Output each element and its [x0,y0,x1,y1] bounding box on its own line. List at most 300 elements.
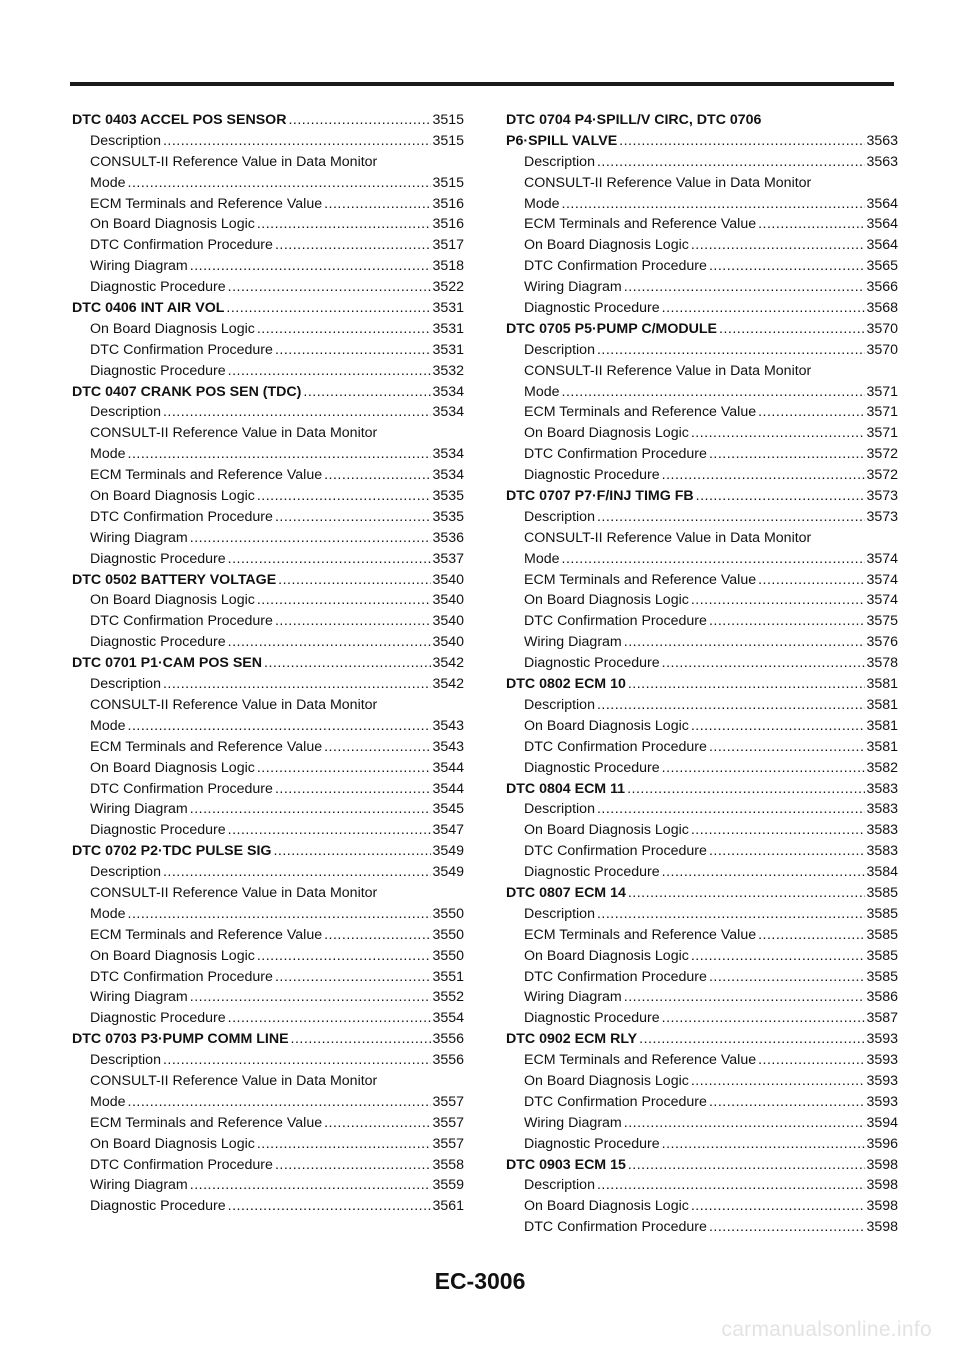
toc-subentry[interactable] [72,361,464,382]
toc-subentry[interactable] [506,298,898,319]
toc-subentry[interactable] [72,674,464,695]
dot-leader [257,590,432,611]
toc-entry-title: DTC Confirmation Procedure [524,1219,707,1236]
toc-subentry[interactable] [72,1050,464,1071]
toc-page-number: 3534 [432,404,464,421]
toc-continued-line: CONSULT-II Reference Value in Data Monitor [524,174,812,191]
dot-leader [662,653,866,674]
toc-subentry[interactable] [72,1008,464,1029]
toc-page-number: 3535 [432,488,464,505]
toc-entry-title: ECM Terminals and Reference Value [90,467,323,484]
toc-page-number: 3550 [432,926,464,943]
toc-entry-title: DTC 0902 ECM RLY [506,1031,638,1048]
toc-page-number: 3582 [866,759,898,776]
toc-subentry[interactable] [506,235,898,256]
dot-leader [190,987,432,1008]
toc-section-entry[interactable] [506,674,898,695]
toc-entry-title: DTC Confirmation Procedure [524,738,707,755]
toc-subentry[interactable] [72,340,464,361]
dot-leader [128,173,432,194]
toc-subentry[interactable] [72,402,464,423]
dot-leader [619,131,865,152]
dot-leader [758,925,865,946]
dot-leader [190,256,432,277]
toc-entry-title: DTC 0705 P5·PUMP C/MODULE [506,320,718,337]
toc-subentry[interactable] [72,256,464,277]
dot-leader [597,340,865,361]
toc-subentry[interactable] [72,319,464,340]
toc-subentry[interactable] [72,632,464,653]
toc-entry-title: Diagnostic Procedure [90,550,226,567]
toc-subentry[interactable] [506,1217,898,1238]
dot-leader [758,1050,865,1071]
toc-page-number: 3583 [866,801,898,818]
toc-entry-title: Mode [90,174,126,191]
toc-subentry[interactable] [506,152,898,173]
toc-entry-title: DTC Confirmation Procedure [524,968,707,985]
toc-subentry[interactable] [506,967,898,988]
toc-subentry[interactable] [506,695,898,716]
toc-entry-title: Wiring Diagram [524,1114,622,1131]
toc-subentry[interactable] [72,820,464,841]
dot-leader [709,967,866,988]
toc-subentry[interactable] [72,1196,464,1217]
toc-page-number: 3515 [432,112,464,128]
dot-leader [228,1196,432,1217]
toc-subentry[interactable] [506,1050,898,1071]
toc-page-number: 3531 [432,341,464,358]
toc-section-entry[interactable] [72,570,464,591]
toc-subentry[interactable] [72,779,464,800]
toc-page-number: 3550 [432,947,464,964]
toc-subentry[interactable] [72,549,464,570]
toc-page-number: 3540 [432,613,464,630]
toc-entry-title: On Board Diagnosis Logic [90,320,255,337]
toc-subentry[interactable] [506,256,898,277]
dot-leader [257,486,432,507]
toc-section-entry[interactable] [72,653,464,674]
toc-section-entry[interactable] [506,1029,898,1050]
toc-subentry[interactable] [506,904,898,925]
toc-entry-title: On Board Diagnosis Logic [90,759,255,776]
toc-subentry[interactable] [506,570,898,591]
toc-subentry[interactable] [506,1092,898,1113]
toc-page-number: 3598 [866,1156,898,1173]
toc-subentry[interactable] [506,194,898,215]
toc-entry-title: DTC 0502 BATTERY VOLTAGE [72,571,277,588]
dot-leader [691,423,866,444]
toc-entry-title: DTC Confirmation Procedure [90,508,273,525]
toc-continued-line: CONSULT-II Reference Value in Data Monitor [90,1072,378,1089]
toc-subentry[interactable] [72,214,464,235]
dot-leader [278,570,431,591]
toc-section-entry[interactable] [506,131,898,152]
toc-entry-title: DTC Confirmation Procedure [90,1156,273,1173]
dot-leader [228,277,432,298]
toc-page-number: 3540 [432,592,464,609]
toc-page-number: 3558 [432,1156,464,1173]
toc-page-number: 3563 [866,132,898,149]
watermark: carmanualsonline.info [721,1318,932,1341]
toc-subentry[interactable] [506,946,898,967]
toc-section-entry[interactable] [506,779,898,800]
toc-page-number: 3515 [432,132,464,149]
toc-entry-title: ECM Terminals and Reference Value [90,1114,323,1131]
toc-subentry[interactable] [506,423,898,444]
toc-page-number: 3573 [866,488,898,505]
toc-subentry[interactable] [506,820,898,841]
toc-subentry[interactable] [506,1134,898,1155]
toc-page-number: 3544 [432,780,464,797]
dot-leader [624,987,866,1008]
toc-subentry[interactable] [506,987,898,1008]
toc-entry-title: On Board Diagnosis Logic [90,488,255,505]
toc-subentry[interactable] [506,862,898,883]
toc-page-number: 3598 [866,1177,898,1194]
toc-entry-title: DTC 0702 P2·TDC PULSE SIG [72,843,272,860]
toc-entry-title: ECM Terminals and Reference Value [90,195,323,212]
dot-leader [190,528,432,549]
toc-entry-title: Description [90,676,161,693]
toc-continued-line: CONSULT-II Reference Value in Data Monitor [524,529,812,546]
toc-subentry[interactable] [72,967,464,988]
toc-subentry[interactable] [506,277,898,298]
toc-page-number: 3543 [432,717,464,734]
dot-leader [562,549,866,570]
toc-entry-title: Description [524,905,595,922]
dot-leader [275,1155,432,1176]
toc-page-number: 3557 [432,1114,464,1131]
toc-entry-title: Diagnostic Procedure [524,1135,660,1152]
toc-entry-title: Diagnostic Procedure [90,362,226,379]
toc-entry-title: DTC Confirmation Procedure [524,446,707,463]
toc-entry-title: Diagnostic Procedure [90,1010,226,1027]
dot-leader [324,737,431,758]
toc-entry-title: Wiring Diagram [90,529,188,546]
toc-subentry[interactable] [506,340,898,361]
toc-subentry[interactable] [72,277,464,298]
toc-entry-title: ECM Terminals and Reference Value [524,1052,757,1069]
toc-entry-title: ECM Terminals and Reference Value [524,926,757,943]
dot-leader [228,632,432,653]
dot-leader [691,1071,866,1092]
toc-subentry[interactable] [506,1008,898,1029]
dot-leader [190,1175,432,1196]
toc-entry-title: Description [524,696,595,713]
toc-subentry[interactable] [72,173,464,194]
toc-subentry[interactable] [72,528,464,549]
toc-subentry[interactable] [72,131,464,152]
toc-entry-title: DTC Confirmation Procedure [90,780,273,797]
toc-subentry[interactable] [72,465,464,486]
toc-page-number: 3596 [866,1135,898,1152]
toc-page-number: 3516 [432,195,464,212]
dot-leader [597,799,865,820]
toc-entry-title: Diagnostic Procedure [90,279,226,296]
dot-leader [257,1134,432,1155]
toc-page-number: 3561 [432,1198,464,1215]
toc-subentry[interactable] [72,590,464,611]
toc-page-number: 3594 [866,1114,898,1131]
dot-leader [228,820,432,841]
toc-page-number: 3575 [866,613,898,630]
toc-subentry[interactable] [506,465,898,486]
toc-subentry[interactable] [506,737,898,758]
toc-column-left [72,110,464,1217]
toc-page-number: 3536 [432,529,464,546]
dot-leader [691,235,866,256]
dot-leader [691,716,866,737]
toc-page-number: 3532 [432,362,464,379]
dot-leader [758,214,865,235]
dot-leader [597,695,865,716]
toc-page-number: 3585 [866,884,898,901]
dot-leader [639,1029,865,1050]
toc-entry-title: P6·SPILL VALVE [506,132,618,149]
toc-subentry[interactable] [72,904,464,925]
page-number: EC-3006 [434,1268,526,1294]
toc-page-number: 3572 [866,446,898,463]
toc-subentry[interactable] [72,1113,464,1134]
toc-continued-line: CONSULT-II Reference Value in Data Monitor [90,153,378,170]
toc-entry-title: On Board Diagnosis Logic [90,947,255,964]
toc-section-entry[interactable] [506,319,898,340]
dot-leader [597,152,865,173]
toc-entry-title: Description [90,132,161,149]
toc-entry-title: On Board Diagnosis Logic [524,1198,689,1215]
toc-entry-title: DTC Confirmation Procedure [524,258,707,275]
toc-subentry[interactable] [72,444,464,465]
toc-page-number: 3586 [866,989,898,1006]
toc-subentry[interactable] [506,444,898,465]
dot-leader [662,758,866,779]
toc-page-number: 3566 [866,279,898,296]
toc-entry-title: Description [90,404,161,421]
toc-entry-title: DTC Confirmation Procedure [90,341,273,358]
toc-entry-title: ECM Terminals and Reference Value [90,738,323,755]
toc-subentry[interactable] [72,1092,464,1113]
toc-section-entry[interactable] [72,382,464,403]
toc-entry-title: On Board Diagnosis Logic [90,216,255,233]
toc-page-number: 3570 [866,341,898,358]
toc-subentry[interactable] [72,987,464,1008]
dot-leader [275,611,432,632]
dot-leader [163,674,431,695]
toc-entry-title: DTC 0707 P7·F/INJ TIMG FB [506,488,694,505]
toc-entry-title: DTC 0701 P1·CAM POS SEN [72,655,263,672]
toc-subentry[interactable] [72,1175,464,1196]
dot-leader [128,904,432,925]
toc-subentry[interactable] [72,235,464,256]
toc-entry-title: On Board Diagnosis Logic [524,237,689,254]
toc-entry-title: Mode [524,195,560,212]
toc-page-number: 3581 [866,676,898,693]
toc-continued-line: DTC 0704 P4·SPILL/V CIRC, DTC 0706 [506,112,762,128]
toc-subentry[interactable] [72,799,464,820]
toc-entry-title: On Board Diagnosis Logic [90,1135,255,1152]
dot-leader [163,131,431,152]
toc-page-number: 3540 [432,571,464,588]
toc-page-number: 3585 [866,905,898,922]
toc-entry-title: DTC Confirmation Procedure [90,613,273,630]
dot-leader [128,716,432,737]
toc-subentry[interactable] [506,1113,898,1134]
toc-subentry[interactable] [506,590,898,611]
toc-page-number: 3583 [866,822,898,839]
toc-subentry[interactable] [506,799,898,820]
toc-continued-line: CONSULT-II Reference Value in Data Monitor [90,696,378,713]
toc-subentry[interactable] [72,1134,464,1155]
toc-subentry[interactable] [72,925,464,946]
toc-page-number: 3565 [866,258,898,275]
dot-leader [628,674,866,695]
dot-leader [691,820,866,841]
toc-entry-title: Description [90,1052,161,1069]
toc-entry-title: DTC 0903 ECM 15 [506,1156,626,1173]
toc-entry-title: Mode [90,446,126,463]
toc-page-number: 3593 [866,1031,898,1048]
toc-subentry[interactable] [506,1175,898,1196]
toc-entry-title: On Board Diagnosis Logic [524,947,689,964]
toc-subentry[interactable] [506,549,898,570]
toc-entry-title: Description [524,508,595,525]
toc-entry-title: Mode [90,717,126,734]
toc-page-number: 3547 [432,822,464,839]
toc-entry-title: DTC 0807 ECM 14 [506,884,626,901]
toc-page-number: 3598 [866,1198,898,1215]
dot-leader [228,549,432,570]
toc-subentry[interactable] [506,1196,898,1217]
toc-subentry[interactable] [72,737,464,758]
toc-subentry[interactable] [506,653,898,674]
toc-section-entry[interactable] [72,1029,464,1050]
dot-leader [324,465,431,486]
toc-page-number: 3534 [432,446,464,463]
toc-subentry[interactable] [506,402,898,423]
toc-page-number: 3517 [432,237,464,254]
toc-page-number: 3557 [432,1093,464,1110]
toc-entry-title: On Board Diagnosis Logic [90,592,255,609]
dot-leader [275,235,432,256]
toc-page-number: 3552 [432,989,464,1006]
toc-page-number: 3542 [432,676,464,693]
toc-entry-title: Description [524,801,595,818]
dot-leader [597,904,865,925]
dot-leader [291,1029,432,1050]
dot-leader [624,632,866,653]
toc-page-number: 3585 [866,968,898,985]
dot-leader [288,110,431,131]
dot-leader [562,194,866,215]
toc-subentry[interactable] [72,486,464,507]
toc-section-entry[interactable] [506,883,898,904]
toc-entry-title: On Board Diagnosis Logic [524,425,689,442]
dot-leader [662,1008,866,1029]
toc-column-right [506,110,898,1238]
dot-leader [257,214,432,235]
dot-leader [628,1155,866,1176]
toc-subentry[interactable] [506,841,898,862]
dot-leader [275,507,432,528]
toc-entry-title: DTC Confirmation Procedure [90,237,273,254]
dot-leader [226,298,431,319]
toc-subentry[interactable] [72,507,464,528]
toc-page-number: 3584 [866,864,898,881]
dot-leader [228,1008,432,1029]
toc-section-entry[interactable] [72,298,464,319]
dot-leader [758,570,865,591]
toc-entry-title: Mode [90,905,126,922]
toc-subentry[interactable] [506,716,898,737]
toc-page-number: 3564 [866,237,898,254]
toc-subentry[interactable] [72,611,464,632]
dot-leader [275,967,432,988]
dot-leader [719,319,865,340]
toc-page-number: 3571 [866,425,898,442]
toc-subentry[interactable] [72,194,464,215]
toc-continued-line: CONSULT-II Reference Value in Data Monitor [524,362,812,379]
toc-entry-title: Diagnostic Procedure [524,300,660,317]
toc-subentry[interactable] [72,716,464,737]
toc-entry-title: Diagnostic Procedure [524,467,660,484]
toc-page-number: 3585 [866,947,898,964]
dot-leader [696,486,866,507]
toc-entry-title: On Board Diagnosis Logic [524,822,689,839]
toc-section-entry[interactable] [72,841,464,862]
toc-entry-title: Wiring Diagram [90,258,188,275]
toc-subentry[interactable] [506,1071,898,1092]
toc-section-entry[interactable] [506,486,898,507]
toc-subentry[interactable] [506,214,898,235]
dot-leader [662,298,866,319]
toc-section-entry[interactable] [72,110,464,131]
toc-subentry[interactable] [506,382,898,403]
toc-page-number: 3564 [866,216,898,233]
toc-section-entry[interactable] [506,1155,898,1176]
toc-subentry[interactable] [506,925,898,946]
toc-entry-title: Diagnostic Procedure [524,655,660,672]
toc-subentry[interactable] [506,611,898,632]
dot-leader [709,611,866,632]
toc-subentry[interactable] [72,946,464,967]
toc-subentry[interactable] [72,862,464,883]
toc-entry-title: ECM Terminals and Reference Value [524,216,757,233]
dot-leader [562,382,866,403]
toc-entry-title: ECM Terminals and Reference Value [90,926,323,943]
toc-subentry[interactable] [72,758,464,779]
toc-subentry[interactable] [72,1155,464,1176]
toc-page-number: 3564 [866,195,898,212]
dot-leader [257,946,432,967]
toc-entry-title: Wiring Diagram [90,801,188,818]
toc-page-number: 3544 [432,759,464,776]
toc-page-number: 3593 [866,1072,898,1089]
dot-leader [324,1113,431,1134]
toc-page-number: 3518 [432,258,464,275]
dot-leader [624,277,866,298]
toc-entry-title: Wiring Diagram [90,989,188,1006]
toc-entry-title: Diagnostic Procedure [524,1010,660,1027]
toc-entry-title: Wiring Diagram [524,279,622,296]
toc-page-number: 3583 [866,843,898,860]
toc-subentry[interactable] [506,507,898,528]
toc-page-number: 3537 [432,550,464,567]
toc-page-number: 3585 [866,926,898,943]
toc-entry-title: Diagnostic Procedure [524,864,660,881]
toc-subentry[interactable] [506,758,898,779]
toc-page-number: 3581 [866,738,898,755]
toc-subentry[interactable] [506,632,898,653]
